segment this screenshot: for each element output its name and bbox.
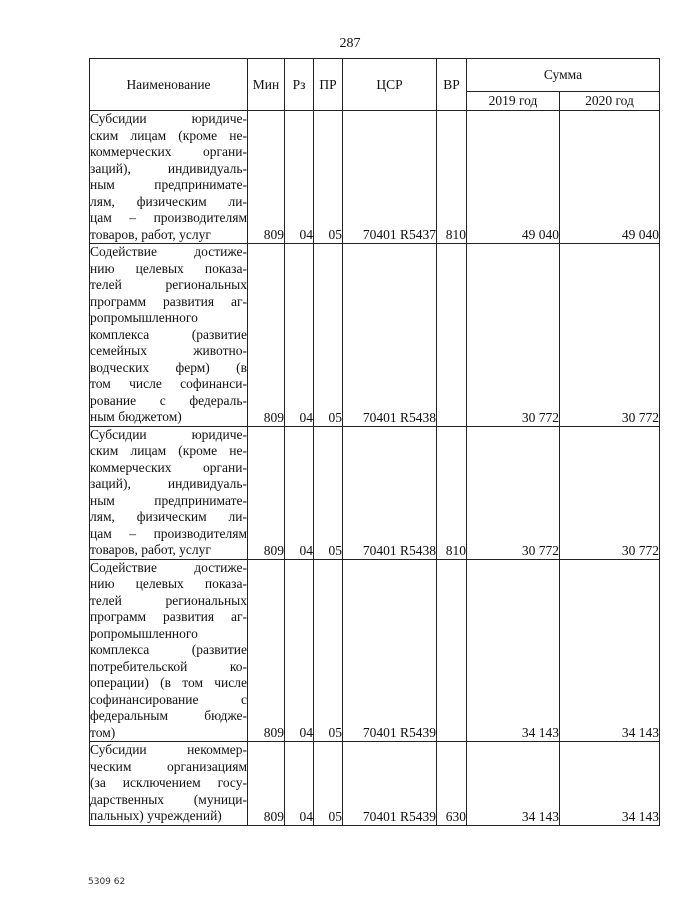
row-amount-2020: 30 772 [560, 426, 660, 559]
row-name-line: телей региональных [90, 277, 247, 292]
footer-code: 5309 62 [88, 877, 126, 887]
row-amount-2019: 34 143 [467, 559, 560, 742]
row-pr: 05 [314, 559, 343, 742]
row-csr: 70401 R5437 [343, 111, 437, 244]
row-pr: 05 [314, 111, 343, 244]
table-row [90, 111, 660, 244]
row-name-line: федеральным бюдже- [90, 708, 247, 723]
row-amount-2019: 34 143 [467, 742, 560, 826]
row-name-line: цам – производителям [90, 525, 247, 541]
row-name [90, 244, 248, 427]
row-csr: 70401 R5438 [343, 426, 437, 559]
row-name-line: комплекса (развитие [90, 326, 247, 342]
row-vr: 630 [437, 742, 467, 826]
row-vr: 810 [437, 111, 467, 244]
row-amount-2019: 30 772 [467, 426, 560, 559]
row-rz: 04 [285, 559, 314, 742]
row-pr: 05 [314, 426, 343, 559]
row-vr [437, 244, 467, 427]
row-csr: 70401 R5438 [343, 244, 437, 427]
table-row [90, 244, 660, 427]
row-name-line: софинансирование с [90, 691, 247, 707]
row-name-line: (за исключением госу- [90, 775, 247, 790]
row-name-line: коммерческих органи- [90, 459, 247, 475]
row-name-line: ным предпринимате- [90, 492, 247, 508]
row-name-line: пальных) учреждений) [90, 808, 222, 823]
row-name-line: товаров, работ, услуг [90, 226, 211, 242]
header-name: Наименование [90, 59, 248, 111]
row-name [90, 111, 248, 244]
header-vr: ВР [437, 59, 467, 111]
table-header [90, 59, 660, 111]
row-name [90, 559, 248, 742]
row-name-line: ропромышленного [90, 625, 198, 641]
row-min: 809 [248, 426, 285, 559]
header-year-2020: 2020 год [560, 92, 660, 111]
row-csr: 70401 R5439 [343, 559, 437, 742]
row-vr [437, 559, 467, 742]
row-name-line: комплекса (развитие [90, 642, 247, 657]
header-rz: Рз [285, 59, 314, 111]
row-name-line: Субсидии юридиче- [90, 426, 247, 442]
row-amount-2019: 30 772 [467, 244, 560, 427]
row-name-line: том) [90, 724, 116, 740]
row-pr: 05 [314, 742, 343, 826]
row-name-line: Содействие достиже- [90, 559, 247, 575]
row-amount-2019: 49 040 [467, 111, 560, 244]
row-name-line: телей региональных [90, 592, 247, 608]
row-name-line: ским лицам (кроме не- [90, 443, 247, 458]
row-name-line: семейных животно- [90, 343, 247, 358]
table-body [90, 111, 660, 826]
page-number: 287 [339, 36, 361, 51]
row-name-line: лям, физическим ли- [90, 193, 247, 209]
row-amount-2020: 30 772 [560, 244, 660, 427]
row-name-line: водческих ферм) (в [90, 359, 247, 375]
row-csr: 70401 R5439 [343, 742, 437, 826]
row-name-line: коммерческих органи- [90, 144, 247, 159]
row-min: 809 [248, 559, 285, 742]
row-amount-2020: 49 040 [560, 111, 660, 244]
row-rz: 04 [285, 742, 314, 826]
row-name-line: программ развития аг- [90, 609, 247, 624]
row-rz: 04 [285, 244, 314, 427]
row-min: 809 [248, 742, 285, 826]
row-name-line: Содействие достиже- [90, 244, 247, 259]
row-name-line: нию целевых показа- [90, 576, 247, 591]
row-name-line: товаров, работ, услуг [90, 542, 211, 557]
row-name-line: ческим организациям [90, 758, 247, 774]
row-name-line: Субсидии некоммер- [90, 742, 247, 757]
row-name-line: рование с федераль- [90, 392, 247, 408]
row-name-line: ским лицам (кроме не- [90, 127, 247, 143]
row-name-line: Субсидии юридиче- [90, 111, 247, 126]
row-amount-2020: 34 143 [560, 559, 660, 742]
row-name-line: ным предпринимате- [90, 177, 247, 192]
row-name-line: лям, физическим ли- [90, 509, 247, 524]
row-vr: 810 [437, 426, 467, 559]
row-min: 809 [248, 111, 285, 244]
table-row [90, 426, 660, 559]
row-name-line: заций), индивидуаль- [90, 160, 247, 176]
row-name-line: дарственных (муници- [90, 791, 247, 807]
header-year-2019: 2019 год [467, 92, 560, 111]
row-name-line: цам – производителям [90, 210, 247, 225]
row-name [90, 742, 248, 826]
row-name-line: потребительской ко- [90, 658, 247, 674]
row-min: 809 [248, 244, 285, 427]
row-amount-2020: 34 143 [560, 742, 660, 826]
row-name-line: ным бюджетом) [90, 409, 182, 424]
row-name-line: заций), индивидуаль- [90, 476, 247, 491]
row-name-line: программ развития аг- [90, 293, 247, 309]
row-pr: 05 [314, 244, 343, 427]
budget-table [89, 58, 660, 826]
row-name [90, 426, 248, 559]
header-sum: Сумма [467, 59, 660, 92]
row-name-line: операции) (в том числе [90, 675, 247, 690]
row-rz: 04 [285, 111, 314, 244]
row-name-line: том числе софинанси- [90, 376, 247, 391]
header-pr: ПР [314, 59, 343, 111]
header-min: Мин [248, 59, 285, 111]
table-row [90, 559, 660, 742]
row-name-line: ропромышленного [90, 310, 198, 325]
table-row [90, 742, 660, 826]
header-csr: ЦСР [343, 59, 437, 111]
row-rz: 04 [285, 426, 314, 559]
row-name-line: нию целевых показа- [90, 260, 247, 276]
